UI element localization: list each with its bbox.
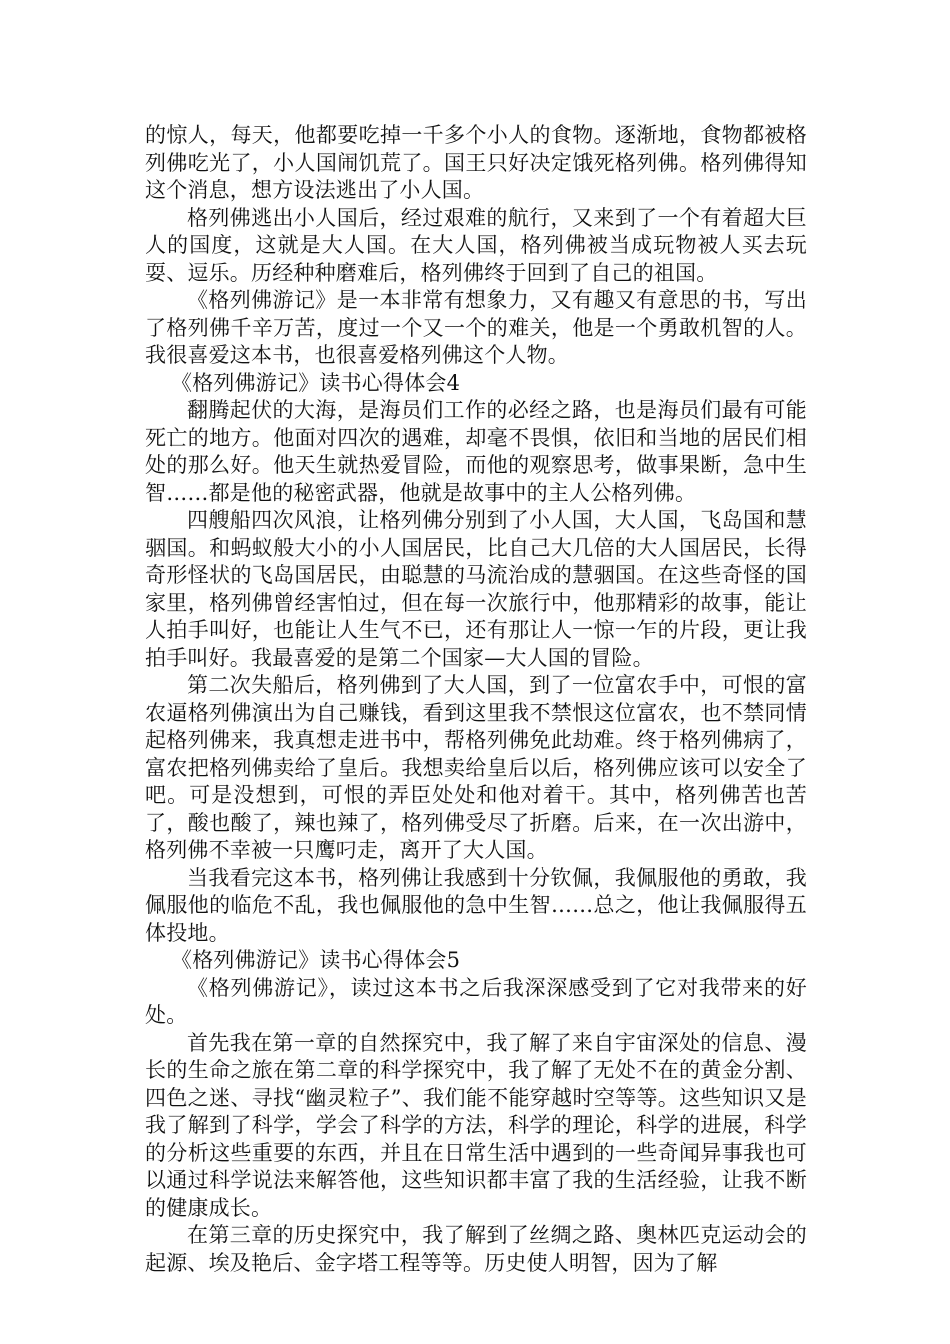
paragraph: 当我看完这本书，格列佛让我感到十分钦佩，我佩服他的勇敢，我佩服他的临危不乱，我也佩服他的急中生智……总之，他让我佩服得五体投地。 xyxy=(145,865,807,945)
paragraph: 首先我在第一章的自然探究中，我了解了来自宇宙深处的信息、漫长的生命之旅在第二章的科学探究中，我了解了无处不在的黄金分割、四色之迷、寻找“幽灵粒子”、我们能不能穿越时空等等。这些知识又是我了解到了科学，学会了科学的方法，科学的理论，科学的进展，科学的分析这些重要的东西，并且在日常生活中遇到的一些奇闻异事我也可以通过科学说法来解答他，这些知识都丰富了我的生活经验，让我不断的健康成长。 xyxy=(145,1030,807,1220)
document-body xyxy=(145,122,807,1277)
section-heading: 《格列佛游记》读书心得体会4 xyxy=(171,370,461,395)
paragraph: 翻腾起伏的大海，是海员们工作的必经之路，也是海员们最有可能死亡的地方。他面对四次的遇难，却毫不畏惧，依旧和当地的居民们相处的那么好。他天生就热爱冒险，而他的观察思考，做事果断，急中生智……都是他的秘密武器，他就是故事中的主人公格列佛。 xyxy=(145,398,807,505)
paragraph: 在第三章的历史探究中，我了解到了丝绸之路、奥林匹克运动会的起源、埃及艳后、金字塔工程等等。历史使人明智，因为了解 xyxy=(145,1223,807,1275)
paragraph: 第二次失船后，格列佛到了大人国，到了一位富农手中，可恨的富农逼格列佛演出为自己赚钱，看到这里我不禁恨这位富农，也不禁同情起格列佛来，我真想走进书中，帮格列佛免此劫难。终于格列佛病了，富农把格列佛卖给了皇后。我想卖给皇后以后，格列佛应该可以安全了吧。可是没想到，可恨的弄臣处处和他对着干。其中，格列佛苦也苦了，酸也酸了，辣也辣了，格列佛受尽了折磨。后来，在一次出游中，格列佛不幸被一只鹰叼走，离开了大人国。 xyxy=(145,673,807,862)
paragraph: 四艘船四次风浪，让格列佛分别到了小人国，大人国，飞岛国和慧骃国。和蚂蚁般大小的小人国居民，比自己大几倍的大人国居民，长得奇形怪状的飞岛国居民，由聪慧的马流治成的慧骃国。在这些奇怪的国家里，格列佛曾经害怕过，但在每一次旅行中，他那精彩的故事，能让人拍手叫好，也能让人生气不已，还有那让人一惊一乍的片段，更让我拍手叫好。我最喜爱的是第二个国家—大人国的冒险。 xyxy=(145,508,807,670)
paragraph: 《格列佛游记》，读过这本书之后我深深感受到了它对我带来的好处。 xyxy=(145,975,807,1027)
section-heading: 《格列佛游记》读书心得体会5 xyxy=(171,948,461,972)
paragraph: 《格列佛游记》是一本非常有想象力，又有趣又有意思的书，写出了格列佛千辛万苦，度过一个又一个的难关，他是一个勇敢机智的人。我很喜爱这本书，也很喜爱格列佛这个人物。 xyxy=(145,288,807,367)
paragraph: 的惊人，每天，他都要吃掉一千多个小人的食物。逐渐地，食物都被格列佛吃光了，小人国闹饥荒了。国王只好决定饿死格列佛。格列佛得知这个消息，想方设法逃出了小人国。 xyxy=(145,123,807,202)
paragraph: 格列佛逃出小人国后，经过艰难的航行，又来到了一个有着超大巨人的国度，这就是大人国。在大人国，格列佛被当成玩物被人买去玩耍、逗乐。历经种种磨难后，格列佛终于回到了自己的祖国。 xyxy=(145,205,807,285)
